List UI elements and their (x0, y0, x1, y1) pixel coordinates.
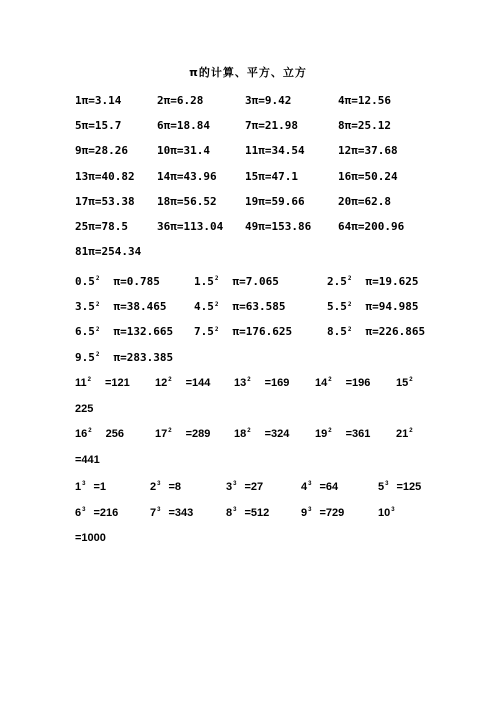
pi-formula (338, 169, 398, 185)
pi-formula (157, 118, 210, 134)
formula-part: 11 (75, 377, 87, 389)
exponent: 3 (157, 506, 161, 513)
exponent: 2 (168, 377, 172, 384)
square-row (0, 426, 496, 442)
pi-row (0, 169, 496, 185)
formula-part: 0.5 (75, 275, 95, 288)
formula-part: 19π=59.66 (245, 194, 305, 208)
formula-part: 15 (396, 377, 409, 389)
exponent: 3 (82, 506, 86, 513)
square-formula (155, 426, 210, 442)
pi-formula (338, 219, 404, 235)
formula-part: =1 (93, 481, 107, 493)
decimal-square-row (0, 299, 496, 315)
square-formula (234, 426, 289, 442)
formula-part: =729 (319, 506, 345, 519)
pi-formula (157, 194, 217, 210)
decimal-square-formula (194, 324, 292, 340)
formula-part: 4 (301, 481, 308, 493)
formula-part: 16π=50.24 (338, 169, 398, 183)
formula-part: =512 (244, 506, 270, 519)
cube-formula (378, 479, 421, 495)
pi-formula (245, 93, 291, 109)
formula-part: 3.5 (75, 300, 95, 314)
exponent: 2 (95, 300, 100, 308)
decimal-square-formula (327, 299, 418, 315)
square-formula (315, 426, 370, 442)
formula-part: =169 (264, 377, 290, 389)
exponent: 3 (308, 506, 312, 513)
formula-part: 14π=43.96 (157, 169, 217, 183)
decimal-square-formula (75, 274, 160, 290)
cube-formula (150, 479, 181, 495)
decimal-square-row (0, 324, 496, 340)
decimal-square-formula (75, 324, 173, 340)
formula-part: 15π=47.1 (245, 169, 298, 183)
formula-part: =324 (264, 428, 290, 440)
exponent: 2 (409, 428, 413, 435)
cube-formula (301, 479, 338, 495)
cube-row (0, 530, 496, 546)
exponent: 2 (87, 377, 91, 384)
cube-formula (75, 505, 118, 521)
exponent: 3 (385, 481, 389, 488)
formula-part: 10π=31.4 (157, 144, 210, 158)
exponent: 3 (391, 506, 395, 513)
square-formula (315, 375, 370, 391)
formula-part: =121 (104, 377, 130, 389)
pi-row (0, 219, 496, 235)
decimal-square-formula (327, 274, 418, 290)
formula-part: 225 (75, 402, 94, 415)
exponent: 2 (168, 428, 172, 435)
decimal-square-formula (327, 324, 425, 340)
formula-part: 6 (75, 506, 82, 519)
cube-formula (75, 530, 106, 546)
cube-formula (378, 505, 403, 521)
formula-part: =64 (319, 481, 339, 493)
formula-part: π=63.585 (232, 300, 286, 314)
pi-formula (245, 143, 305, 159)
exponent: 2 (328, 377, 332, 384)
formula-part: 19 (315, 428, 328, 440)
decimal-square-row (0, 274, 496, 290)
formula-part: 11π=34.54 (245, 144, 305, 158)
formula-part: 36π=113.04 (157, 220, 224, 233)
formula-part: 17 (155, 428, 168, 440)
formula-part: 21 (396, 428, 409, 440)
pi-formula (75, 194, 135, 210)
square-formula (396, 375, 427, 391)
formula-part: 256 (105, 428, 124, 440)
pi-formula (338, 118, 391, 134)
exponent: 2 (347, 325, 352, 333)
pi-formula (75, 143, 128, 159)
formula-part: π=94.985 (365, 300, 419, 314)
pi-formula (245, 118, 298, 134)
pi-formula (338, 143, 398, 159)
formula-part: π=226.865 (365, 325, 426, 339)
formula-part: =216 (93, 506, 119, 519)
formula-part: 1.5 (194, 275, 214, 288)
formula-part: 3 (226, 481, 233, 493)
pi-formula (75, 219, 128, 235)
formula-part: 5 (378, 481, 385, 493)
pi-formula (157, 219, 223, 235)
pi-formula (338, 93, 391, 109)
formula-part: 13 (234, 377, 247, 389)
formula-part: 17π=53.38 (75, 194, 135, 208)
pi-formula (75, 169, 135, 185)
formula-part: =1000 (75, 532, 106, 544)
formula-part: 4π=12.56 (338, 94, 391, 107)
pi-formula (245, 169, 298, 185)
pi-row (0, 244, 496, 260)
formula-part: 2.5 (327, 275, 347, 288)
formula-part: π=0.785 (113, 275, 160, 288)
exponent: 3 (233, 481, 237, 488)
exponent: 3 (233, 506, 237, 513)
formula-part: 25π=78.5 (75, 220, 128, 233)
exponent: 2 (214, 275, 219, 283)
pi-formula (75, 118, 121, 134)
exponent: 2 (88, 428, 92, 435)
formula-part: 5.5 (327, 300, 347, 314)
formula-part: π=176.625 (232, 325, 293, 339)
exponent: 2 (347, 300, 352, 308)
decimal-square-row (0, 350, 496, 366)
exponent: 2 (95, 275, 100, 283)
pi-formula (75, 93, 121, 109)
formula-part: =125 (396, 481, 422, 493)
formula-part: 8.5 (327, 325, 347, 339)
pi-formula (245, 194, 305, 210)
formula-part: 81π=254.34 (75, 245, 142, 259)
exponent: 3 (157, 481, 161, 488)
square-formula (396, 426, 427, 442)
exponent: 2 (409, 377, 413, 384)
cube-formula (226, 479, 263, 495)
pi-row (0, 143, 496, 159)
square-formula (75, 375, 130, 391)
formula-part: π=132.665 (113, 325, 174, 339)
formula-part: 12π=37.68 (338, 144, 398, 158)
formula-part: =196 (345, 377, 371, 389)
pi-formula (157, 93, 203, 109)
exponent: 2 (95, 325, 100, 333)
formula-part: 7 (150, 506, 157, 519)
formula-part: =27 (244, 481, 264, 493)
formula-part: 49π=153.86 (245, 220, 312, 233)
pi-formula (338, 194, 391, 210)
exponent: 2 (214, 325, 219, 333)
square-formula (155, 375, 210, 391)
pi-formula (75, 244, 141, 260)
square-formula (75, 452, 100, 468)
formula-part: =289 (185, 428, 211, 440)
formula-part: 64π=200.96 (338, 220, 405, 233)
formula-part: 13π=40.82 (75, 169, 135, 183)
formula-part: =343 (168, 506, 194, 519)
exponent: 2 (347, 275, 352, 283)
formula-part: 9π=28.26 (75, 144, 128, 158)
pi-row (0, 93, 496, 109)
formula-part: 6π=18.84 (157, 119, 210, 133)
formula-part: 3π=9.42 (245, 94, 292, 107)
formula-part: 20π=62.8 (338, 194, 391, 208)
formula-part: 7π=21.98 (245, 119, 298, 133)
cube-formula (301, 505, 344, 521)
formula-part: 12 (155, 377, 168, 389)
formula-part: 4.5 (194, 300, 214, 314)
formula-part: 9.5 (75, 350, 95, 364)
square-row (0, 401, 496, 417)
formula-part: =361 (345, 428, 371, 440)
decimal-square-formula (75, 350, 173, 366)
formula-part: 8 (226, 506, 233, 519)
formula-part: 14 (315, 377, 328, 389)
exponent: 2 (247, 377, 251, 384)
formula-part: 2 (150, 481, 157, 493)
formula-part: 8π=25.12 (338, 119, 391, 133)
formula-part: 10 (378, 506, 391, 519)
exponent: 3 (308, 481, 312, 488)
formula-part: 16 (75, 428, 88, 440)
cube-formula (226, 505, 269, 521)
decimal-square-formula (194, 274, 279, 290)
cube-row (0, 505, 496, 521)
exponent: 2 (247, 428, 251, 435)
pi-row (0, 118, 496, 134)
formula-part: 18 (234, 428, 247, 440)
square-row (0, 375, 496, 391)
square-formula (234, 375, 289, 391)
pi-row (0, 194, 496, 210)
exponent: 2 (328, 428, 332, 435)
square-formula (75, 401, 93, 417)
formula-part: π=283.385 (113, 350, 174, 364)
formula-part: 18π=56.52 (157, 194, 217, 208)
pi-formula (245, 219, 311, 235)
formula-part: 2π=6.28 (157, 94, 204, 107)
formula-part: 9 (301, 506, 308, 519)
decimal-square-formula (75, 299, 166, 315)
formula-part: 7.5 (194, 325, 214, 339)
page-title: π的计算、平方、立方 (189, 66, 307, 79)
formula-part: 5π=15.7 (75, 119, 122, 133)
formula-part: 1π=3.14 (75, 94, 122, 107)
exponent: 2 (214, 300, 219, 308)
formula-part: π=38.465 (113, 300, 167, 314)
decimal-square-formula (194, 299, 285, 315)
square-formula (75, 426, 124, 442)
formula-part: =8 (168, 481, 182, 493)
cube-formula (75, 479, 106, 495)
formula-part: π=7.065 (232, 275, 279, 288)
formula-part: 6.5 (75, 325, 95, 339)
square-row (0, 452, 496, 468)
formula-part: 1 (75, 481, 82, 493)
cube-row (0, 479, 496, 495)
exponent: 3 (82, 481, 86, 488)
exponent: 2 (95, 350, 100, 358)
formula-part: =441 (75, 453, 100, 466)
pi-formula (157, 169, 217, 185)
formula-part: =144 (185, 377, 211, 389)
cube-formula (150, 505, 193, 521)
formula-part: π=19.625 (365, 275, 419, 288)
pi-formula (157, 143, 210, 159)
